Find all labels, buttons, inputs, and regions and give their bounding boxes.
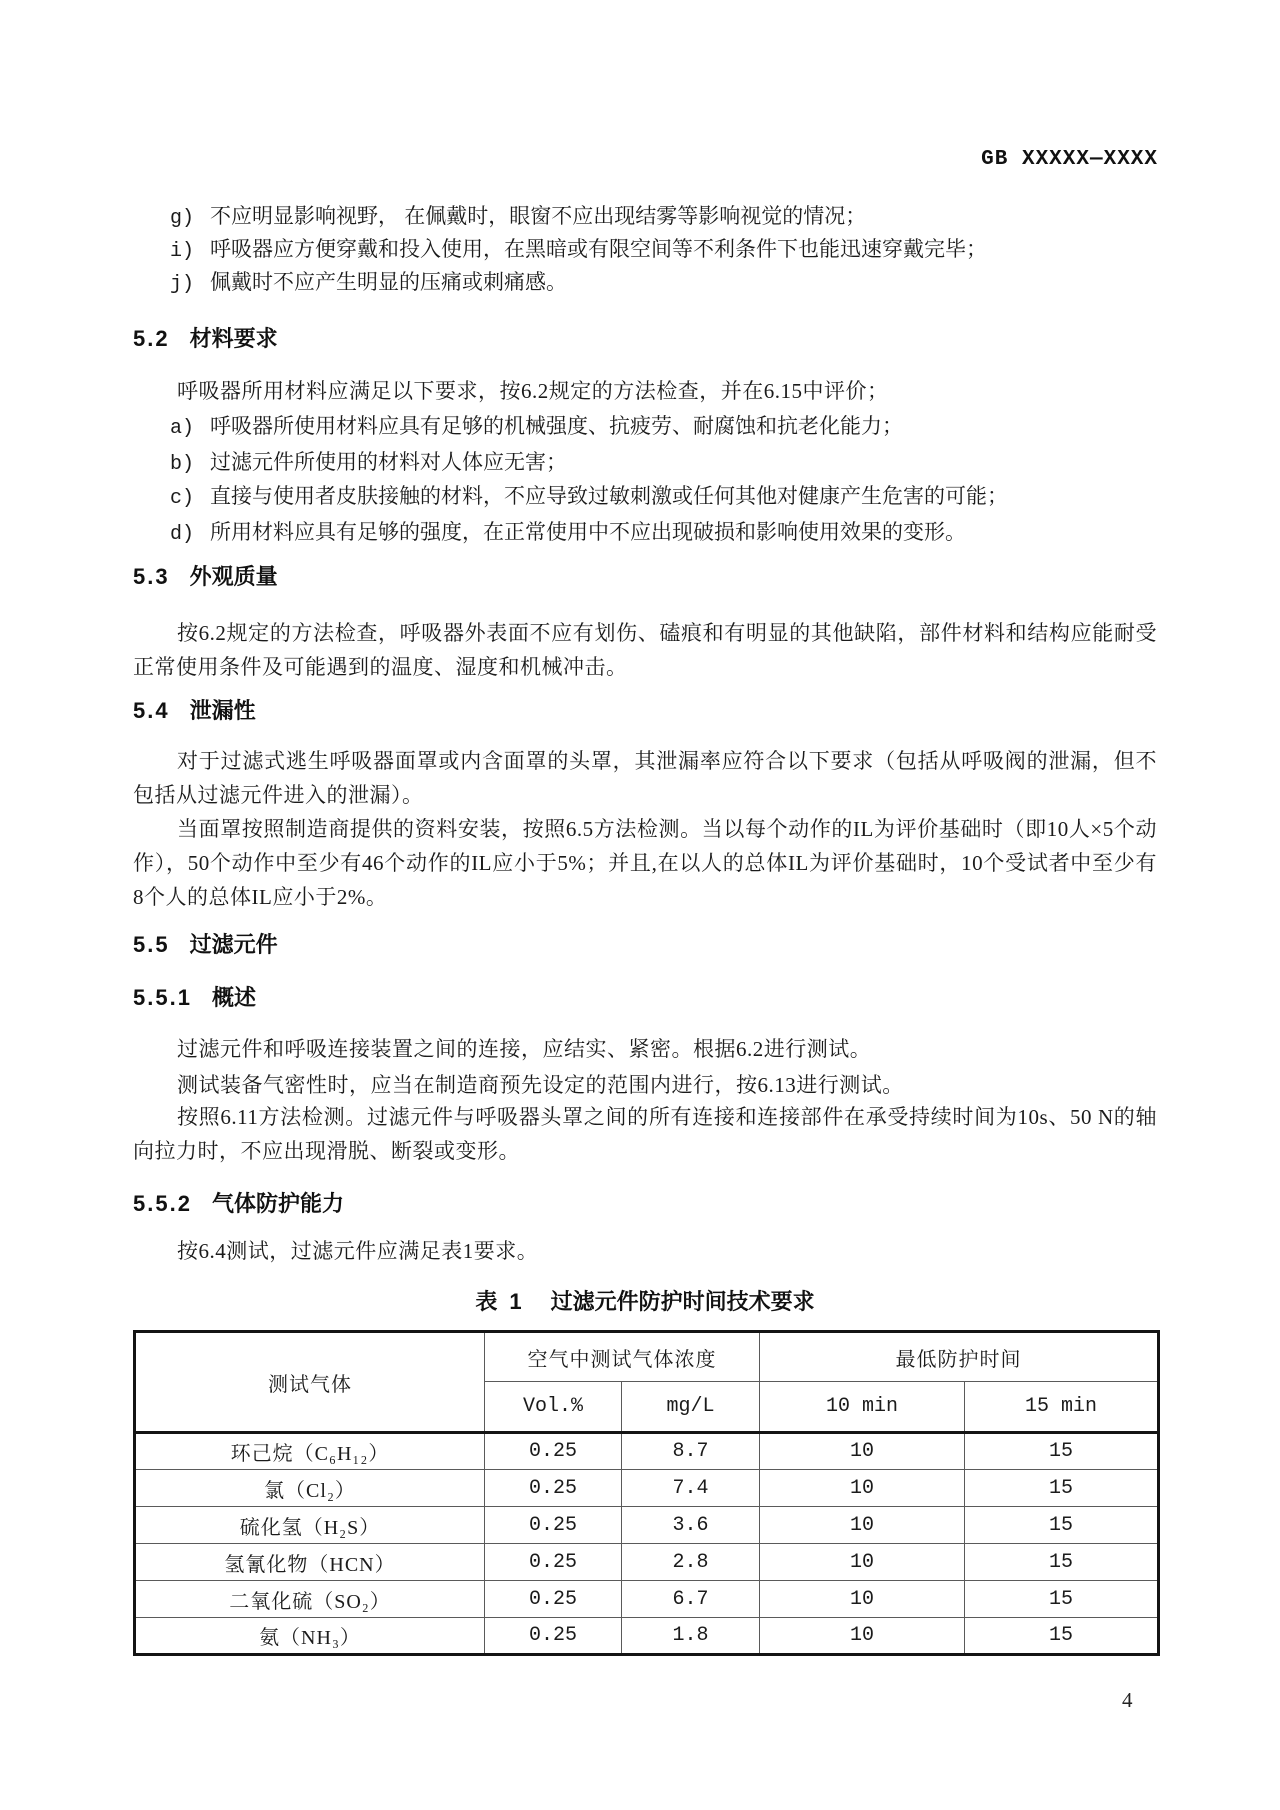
- section-heading-5-5: [133, 928, 278, 959]
- table-row-ammonia: [135, 1618, 1159, 1655]
- section-number: 5.3: [133, 564, 170, 589]
- section-number: 5.4: [133, 698, 170, 723]
- clause-item-text: 呼吸器应方便穿戴和投入使用，在黑暗或有限空间等不利条件下也能迅速穿戴完毕；: [210, 237, 987, 261]
- table-1-filter-protection-times: [133, 1330, 1160, 1656]
- cell-mg-per-l: 6.7: [622, 1581, 760, 1618]
- material-item-a: [133, 410, 1157, 445]
- subcolumn-header-10min: 10 min: [760, 1382, 965, 1433]
- cell-mg-per-l: 3.6: [622, 1507, 760, 1544]
- standard-code-header: GB XXXXX—XXXX: [981, 148, 1158, 171]
- subcolumn-header-mg-per-l: mg/L: [622, 1382, 760, 1433]
- cell-10min: 10: [760, 1507, 965, 1544]
- table-row-chlorine: [135, 1470, 1159, 1507]
- section-number: 5.5.1: [133, 985, 192, 1010]
- clause-item-label: c): [170, 487, 195, 510]
- cell-gas-name: 环己烷（C₆H₁₂）: [135, 1433, 485, 1470]
- subcolumn-header-15min: 15 min: [965, 1382, 1159, 1433]
- table-caption-title: 过滤元件防护时间技术要求: [550, 1289, 815, 1314]
- clause-item-label: g): [170, 207, 195, 230]
- clause-item-text: 佩戴时不应产生明显的压痛或刺痛感。: [210, 270, 567, 294]
- clause-item-label: a): [170, 417, 195, 440]
- clause-item-text: 呼吸器所使用材料应具有足够的机械强度、抗疲劳、耐腐蚀和抗老化能力；: [210, 414, 903, 438]
- clause-item-label: j): [170, 273, 195, 296]
- clause-item-text: 过滤元件所使用的材料对人体应无害；: [210, 450, 567, 474]
- table-row-sulfur-dioxide: [135, 1581, 1159, 1618]
- table-1-caption: [133, 1285, 1157, 1316]
- clause-item-text: 不应明显影响视野， 在佩戴时，眼窗不应出现结雾等影响视觉的情况；: [210, 204, 867, 228]
- cell-10min: 10: [760, 1581, 965, 1618]
- cell-10min: 10: [760, 1433, 965, 1470]
- clause-item-text: 所用材料应具有足够的强度，在正常使用中不应出现破损和影响使用效果的变形。: [210, 520, 966, 544]
- cell-10min: 10: [760, 1544, 965, 1581]
- cell-15min: 15: [965, 1581, 1159, 1618]
- section-number: 5.5.2: [133, 1191, 192, 1216]
- column-header-concentration: 空气中测试气体浓度: [485, 1332, 760, 1382]
- material-item-b: [133, 446, 1157, 481]
- cell-vol-percent: 0.25: [485, 1470, 622, 1507]
- section-number: 5.2: [133, 326, 170, 351]
- clause-item-text: 直接与使用者皮肤接触的材料，不应导致过敏刺激或任何其他对健康产生危害的可能；: [210, 484, 1008, 508]
- cell-vol-percent: 0.25: [485, 1507, 622, 1544]
- cell-15min: 15: [965, 1470, 1159, 1507]
- cell-vol-percent: 0.25: [485, 1581, 622, 1618]
- material-item-d: [133, 516, 1157, 551]
- table-row-hydrogen-cyanide: [135, 1544, 1159, 1581]
- cell-10min: 10: [760, 1470, 965, 1507]
- section-title: 材料要求: [189, 326, 278, 351]
- table-caption-label: 表 1: [475, 1289, 525, 1314]
- section-title: 概述: [211, 985, 256, 1010]
- section-5-2-intro: 呼吸器所用材料应满足以下要求，按6.2规定的方法检查，并在6.15中评价；: [177, 379, 889, 403]
- cell-gas-name: 二氧化硫（SO₂）: [135, 1581, 485, 1618]
- cell-vol-percent: 0.25: [485, 1433, 622, 1470]
- cell-gas-name: 氯（Cl₂）: [135, 1470, 485, 1507]
- page-number: 4: [1122, 1688, 1133, 1712]
- section-heading-5-2: [133, 322, 278, 353]
- clause-item-g: [133, 200, 1157, 235]
- cell-10min: 10: [760, 1618, 965, 1655]
- cell-vol-percent: 0.25: [485, 1618, 622, 1655]
- section-5-5-1-paragraph-3: 按照6.11方法检测。过滤元件与呼吸器头罩之间的所有连接和连接部件在承受持续时间为10s、50 N的轴向拉力时，不应出现滑脱、断裂或变形。: [133, 1105, 1157, 1163]
- table-header-row-1: [135, 1332, 1159, 1382]
- cell-15min: 15: [965, 1544, 1159, 1581]
- table-row-cyclohexane: [135, 1433, 1159, 1470]
- material-item-c: [133, 480, 1157, 515]
- column-header-test-gas: 测试气体: [135, 1332, 485, 1433]
- section-heading-5-4: [133, 694, 256, 725]
- clause-item-i: [133, 233, 1157, 268]
- section-title: 外观质量: [189, 564, 278, 589]
- section-5-3-paragraph: 按6.2规定的方法检查，呼吸器外表面不应有划伤、磕痕和有明显的其他缺陷，部件材料和结构应能耐受正常使用条件及可能遇到的温度、湿度和机械冲击。: [133, 621, 1157, 679]
- cell-mg-per-l: 2.8: [622, 1544, 760, 1581]
- cell-mg-per-l: 8.7: [622, 1433, 760, 1470]
- clause-item-label: d): [170, 523, 195, 546]
- section-5-4-paragraph-2: 当面罩按照制造商提供的资料安装，按照6.5方法检测。当以每个动作的IL为评价基础时（即10人×5个动作），50个动作中至少有46个动作的IL应小于5%；并且,在以人的总体IL为评价基础时，10个受试者中至少有8个人的总体IL应小于2%。: [133, 817, 1157, 909]
- section-heading-5-3: [133, 560, 278, 591]
- section-5-5-1-paragraph-2: 测试装备气密性时，应当在制造商预先设定的范围内进行，按6.13进行测试。: [177, 1073, 904, 1097]
- cell-15min: 15: [965, 1618, 1159, 1655]
- cell-mg-per-l: 1.8: [622, 1618, 760, 1655]
- clause-item-label: b): [170, 453, 195, 476]
- section-title: 泄漏性: [189, 698, 256, 723]
- section-heading-5-5-2: [133, 1187, 344, 1218]
- clause-item-label: i): [170, 240, 195, 263]
- table-row-hydrogen-sulfide: [135, 1507, 1159, 1544]
- section-title: 气体防护能力: [211, 1191, 344, 1216]
- clause-item-j: [133, 266, 1157, 301]
- cell-vol-percent: 0.25: [485, 1544, 622, 1581]
- cell-gas-name: 硫化氢（H₂S）: [135, 1507, 485, 1544]
- subcolumn-header-vol-percent: Vol.%: [485, 1382, 622, 1433]
- section-heading-5-5-1: [133, 981, 256, 1012]
- cell-15min: 15: [965, 1507, 1159, 1544]
- section-5-5-2-paragraph: 按6.4测试，过滤元件应满足表1要求。: [177, 1239, 539, 1263]
- section-5-5-1-paragraph-1: 过滤元件和呼吸连接装置之间的连接，应结实、紧密。根据6.2进行测试。: [177, 1037, 872, 1061]
- section-title: 过滤元件: [189, 932, 278, 957]
- section-5-4-paragraph-1: 对于过滤式逃生呼吸器面罩或内含面罩的头罩，其泄漏率应符合以下要求（包括从呼吸阀的泄漏，但不包括从过滤元件进入的泄漏）。: [133, 749, 1157, 807]
- cell-mg-per-l: 7.4: [622, 1470, 760, 1507]
- section-number: 5.5: [133, 932, 170, 957]
- cell-15min: 15: [965, 1433, 1159, 1470]
- column-header-min-protection-time: 最低防护时间: [760, 1332, 1159, 1382]
- cell-gas-name: 氨（NH₃）: [135, 1618, 485, 1655]
- cell-gas-name: 氢氰化物（HCN）: [135, 1544, 485, 1581]
